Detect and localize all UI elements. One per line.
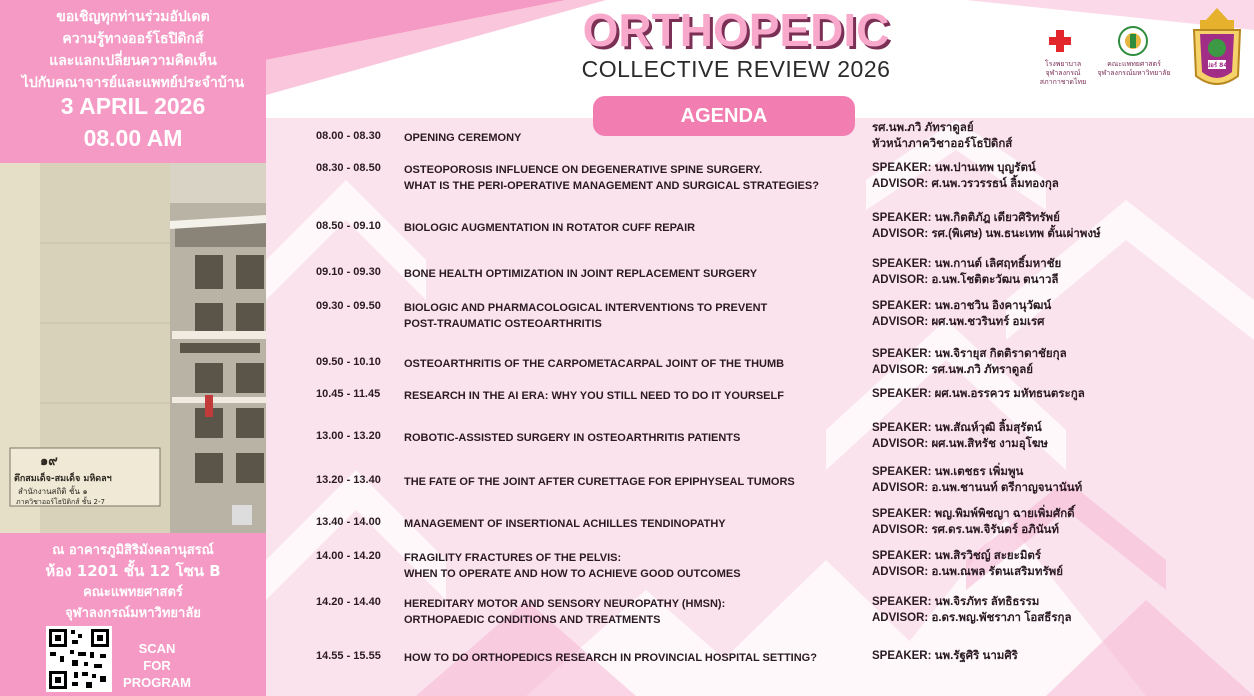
person-line	[872, 522, 1252, 538]
person-line	[872, 564, 1252, 580]
person-line	[872, 160, 1252, 176]
event-date: 3 APRIL 2026	[60, 93, 206, 119]
person-line	[872, 648, 1252, 664]
event-title: ORTHOPEDIC	[582, 4, 890, 56]
logo-caption: คณะแพทยศาสตร์	[1107, 60, 1161, 68]
topic-line: OPENING CEREMONY	[404, 132, 522, 144]
session-time: 08.30 - 08.50	[316, 162, 381, 174]
person-line	[872, 256, 1252, 272]
person-role: ADVISOR:	[872, 228, 929, 240]
venue-text	[0, 540, 266, 624]
person-name: นพ.จิรภัทร ลัทธิธรรม	[934, 596, 1040, 608]
person-line	[872, 386, 1252, 402]
person-name: รศ.นพ.ภวิ ภัทราดูลย์	[931, 364, 1034, 376]
person-role: SPEAKER:	[872, 212, 932, 224]
person-line	[872, 298, 1252, 314]
session-time: 14.55 - 15.55	[316, 650, 381, 662]
session-time: 13.20 - 13.40	[316, 474, 381, 486]
person-name: รศ.นพ.ภวิ ภัทราดูลย์	[872, 122, 974, 134]
session-time: 13.40 - 14.00	[316, 516, 381, 528]
logo-caption: สภากาชาดไทย	[1039, 78, 1087, 86]
session-topic	[404, 430, 864, 446]
session-time: 08.00 - 08.30	[316, 130, 381, 142]
crest-icon	[1188, 6, 1246, 94]
agenda-panel	[266, 0, 1254, 696]
topic-line: HOW TO DO ORTHOPEDICS RESEARCH IN PROVINCIAL HOSPITAL SETTING?	[404, 652, 817, 664]
session-topic	[404, 300, 864, 332]
topic-line: BIOLOGIC AND PHARMACOLOGICAL INTERVENTIONS TO PREVENT	[404, 302, 768, 314]
scan-line: SCAN	[138, 641, 176, 656]
person-name: อ.นพ.โชติตะวัฒน ตนาวลี	[931, 274, 1059, 286]
topic-line: BIOLOGIC AUGMENTATION IN ROTATOR CUFF REPAIR	[404, 222, 696, 234]
person-name: ผศ.นพ.ชวรินทร์ อมเรศ	[931, 316, 1045, 328]
person-role: SPEAKER:	[872, 550, 932, 562]
person-line	[872, 176, 1252, 192]
person-line	[872, 226, 1252, 242]
person-role: ADVISOR:	[872, 438, 929, 450]
person-line	[872, 272, 1252, 288]
session-people	[872, 160, 1252, 192]
session-topic	[404, 650, 864, 666]
topic-line: OSTEOARTHRITIS OF THE CARPOMETACARPAL JOINT OF THE THUMB	[404, 358, 785, 370]
person-role: SPEAKER:	[872, 596, 932, 608]
session-people	[872, 298, 1252, 330]
person-line	[872, 464, 1252, 480]
person-role: ADVISOR:	[872, 524, 929, 536]
session-people	[872, 256, 1252, 288]
person-name: รศ.ดร.นพ.จิรันดร์ อภินันท์	[931, 524, 1059, 536]
session-time: 09.30 - 09.50	[316, 300, 381, 312]
person-line	[872, 362, 1252, 378]
session-people	[872, 386, 1252, 402]
person-name: นพ.อาชวิน อิงคานุวัฒน์	[934, 300, 1052, 312]
session-people	[872, 464, 1252, 496]
topic-line: ORTHOPAEDIC CONDITIONS AND TREATMENTS	[404, 614, 661, 626]
person-role: SPEAKER:	[872, 508, 932, 520]
session-people	[872, 594, 1252, 626]
building-sign-line: ภาควิชาออร์โธปิดิกส์ ชั้น 2-7	[16, 498, 105, 506]
person-role: SPEAKER:	[872, 466, 932, 478]
invite-line: ความรู้ทางออร์โธปิดิกส์	[62, 31, 204, 47]
agenda-heading: AGENDA	[593, 96, 855, 136]
session-people	[872, 506, 1252, 538]
topic-line: HEREDITARY MOTOR AND SENSORY NEUROPATHY (HMSN):	[404, 598, 726, 610]
topic-line: FRAGILITY FRACTURES OF THE PELVIS:	[404, 552, 622, 564]
event-subtitle: COLLECTIVE REVIEW 2026	[581, 56, 891, 82]
session-topic	[404, 596, 864, 628]
session-time: 10.45 - 11.45	[316, 388, 381, 400]
topic-line: OSTEOPOROSIS INFLUENCE ON DEGENERATIVE SPINE SURGERY.	[404, 164, 763, 176]
person-role: ADVISOR:	[872, 178, 929, 190]
person-role: SPEAKER:	[872, 300, 932, 312]
person-name: นพ.กิตติภัฎ เดียวศิริทรัพย์	[934, 212, 1060, 224]
scan-line: FOR	[143, 658, 171, 673]
session-time: 14.00 - 14.20	[316, 550, 381, 562]
topic-line: POST-TRAUMATIC OSTEOARTHRITIS	[404, 318, 602, 330]
invitation-text	[0, 6, 266, 94]
building-sign-number: ๑๙	[40, 454, 58, 469]
session-time: 09.10 - 09.30	[316, 266, 381, 278]
session-people	[872, 210, 1252, 242]
session-topic	[404, 388, 864, 404]
person-role: SPEAKER:	[872, 348, 932, 360]
left-panel	[0, 0, 266, 696]
person-name: อ.นพ.ชานนท์ ตรีกาญจนานันท์	[931, 482, 1083, 494]
person-line	[872, 436, 1252, 452]
logo-caption: โรงพยาบาลจุฬาลงกรณ์	[1044, 60, 1082, 77]
person-line	[872, 420, 1252, 436]
session-topic	[404, 162, 864, 194]
person-line	[872, 210, 1252, 226]
event-time: 08.00 AM	[83, 125, 183, 151]
session-people	[872, 120, 1252, 152]
person-role: ADVISOR:	[872, 364, 929, 376]
person-name: ศ.นพ.วรวรรธน์ ลิ้มทองกุล	[931, 178, 1059, 190]
person-name: ผศ.นพ.สิหรัช งามอุโฆษ	[931, 438, 1048, 450]
person-name: นพ.ปานเทพ บุญรัตน์	[934, 162, 1036, 174]
person-line	[872, 314, 1252, 330]
person-name: อ.นพ.ณพล รัตนเสริมทรัพย์	[931, 566, 1063, 578]
person-role: SPEAKER:	[872, 650, 932, 662]
building-sign-line: สำนักงานสถิติ ชั้น ๑	[18, 487, 88, 496]
class-crest-logo	[1188, 6, 1246, 94]
person-line	[872, 480, 1252, 496]
person-role: SPEAKER:	[872, 258, 932, 270]
venue-line: ห้อง 1201 ชั้น 12 โซน B	[45, 562, 221, 580]
session-time: 08.50 - 09.10	[316, 220, 381, 232]
topic-line: BONE HEALTH OPTIMIZATION IN JOINT REPLACEMENT SURGERY	[404, 268, 758, 280]
invite-line: และแลกเปลี่ยนความคิดเห็น	[49, 53, 217, 69]
person-line	[872, 120, 1252, 136]
scan-for-program-label	[112, 640, 202, 691]
invite-line: ขอเชิญทุกท่านร่วมอัปเดต	[56, 9, 210, 25]
person-role: SPEAKER:	[872, 388, 932, 400]
hospital-logo	[1032, 26, 1092, 86]
person-name: นพ.เตชธร เพิ่มพูน	[934, 466, 1024, 478]
topic-line: WHEN TO OPERATE AND HOW TO ACHIEVE GOOD OUTCOMES	[404, 568, 741, 580]
person-line	[872, 548, 1252, 564]
topic-line: MANAGEMENT OF INSERTIONAL ACHILLES TENDINOPATHY	[404, 518, 726, 530]
person-line	[872, 346, 1252, 362]
session-topic	[404, 516, 864, 532]
scan-line: PROGRAM	[123, 675, 191, 690]
topic-line: WHAT IS THE PERI-OPERATIVE MANAGEMENT AND SURGICAL STRATEGIES?	[404, 180, 819, 192]
person-role: ADVISOR:	[872, 482, 929, 494]
person-name: นพ.จิรายุส กิตติราดาชัยกุล	[934, 348, 1067, 360]
session-people	[872, 420, 1252, 452]
venue-line: คณะแพทยศาสตร์	[83, 585, 183, 600]
person-name: อ.ดร.พญ.พัชราภา โอสธีรกุล	[931, 612, 1072, 624]
person-name: นพ.สัณห์วุฒิ ลิ้มสุรัตน์	[934, 422, 1042, 434]
crest-text: ปอร์ 84	[1206, 62, 1228, 69]
faculty-emblem-icon	[1102, 24, 1164, 58]
person-name: รศ.(พิเศษ) นพ.ธนะเทพ ตั้นเผ่าพงษ์	[931, 228, 1101, 240]
topic-line: ROBOTIC-ASSISTED SURGERY IN OSTEOARTHRITIS PATIENTS	[404, 432, 741, 444]
session-time: 09.50 - 10.10	[316, 356, 381, 368]
person-role: ADVISOR:	[872, 612, 929, 624]
building-photo	[0, 163, 266, 533]
qr-code[interactable]	[46, 626, 112, 692]
person-name: หัวหน้าภาควิชาออร์โธปิดิกส์	[872, 138, 1013, 150]
session-time: 13.00 - 13.20	[316, 430, 381, 442]
session-topic	[404, 220, 864, 236]
person-name: พญ.พิมพ์พิชญา ฉายเพิ่มศักดิ์	[934, 508, 1075, 520]
person-name: นพ.สิรวิชญ์ สะยะมิตร์	[934, 550, 1042, 562]
person-role: ADVISOR:	[872, 274, 929, 286]
red-cross-icon	[1032, 26, 1092, 56]
session-people	[872, 548, 1252, 580]
person-line	[872, 506, 1252, 522]
session-topic	[404, 550, 864, 582]
invite-line: ไปกับคณาจารย์และแพทย์ประจำบ้าน	[21, 75, 245, 91]
topic-line: THE FATE OF THE JOINT AFTER CURETTAGE FOR EPIPHYSEAL TUMORS	[404, 476, 795, 488]
session-time: 14.20 - 14.40	[316, 596, 381, 608]
person-name: นพ.รัฐศิริ นามศิริ	[934, 650, 1018, 662]
session-people	[872, 648, 1252, 664]
person-role: ADVISOR:	[872, 566, 929, 578]
session-topic	[404, 356, 864, 372]
session-topic	[404, 474, 864, 490]
person-role: SPEAKER:	[872, 422, 932, 434]
session-topic	[404, 130, 864, 146]
person-role: SPEAKER:	[872, 162, 932, 174]
topic-line: RESEARCH IN THE AI ERA: WHY YOU STILL NEED TO DO IT YOURSELF	[404, 390, 784, 402]
venue-line: ณ อาคารภูมิสิริมังคลานุสรณ์	[52, 543, 214, 558]
person-name: นพ.กานต์ เลิศฤทธิ์มหาชัย	[934, 258, 1062, 270]
session-people	[872, 346, 1252, 378]
person-line	[872, 136, 1252, 152]
logo-caption: จุฬาลงกรณ์มหาวิทยาลัย	[1097, 69, 1171, 77]
person-role: ADVISOR:	[872, 316, 929, 328]
person-line	[872, 610, 1252, 626]
event-date-block	[0, 90, 266, 154]
building-sign-line: ตึกสมเด็จ-สมเด็จ มหิดลฯ	[14, 474, 112, 484]
faculty-logo	[1097, 24, 1171, 77]
session-topic	[404, 266, 864, 282]
venue-line: จุฬาลงกรณ์มหาวิทยาลัย	[65, 606, 201, 621]
person-line	[872, 594, 1252, 610]
person-name: ผศ.นพ.อรรควร มหัทธนตระกูล	[934, 388, 1085, 400]
